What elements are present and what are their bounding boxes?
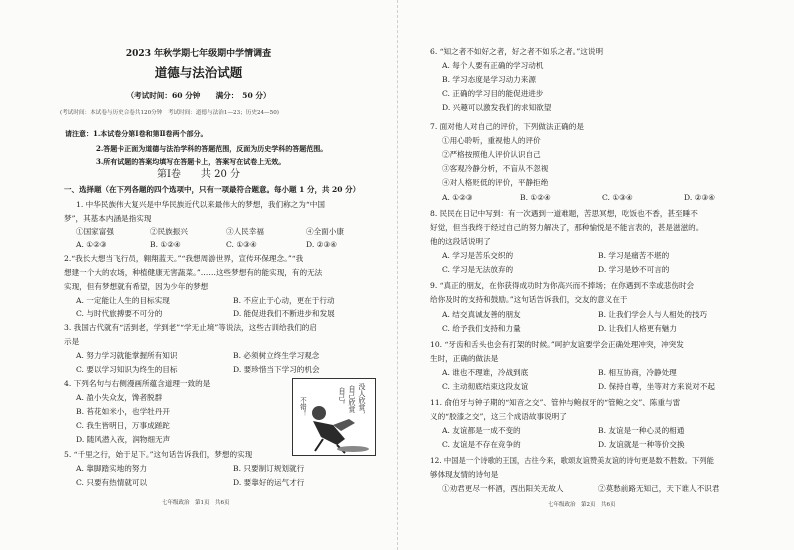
q12-stem-line-2: 够体现友情的诗句是	[430, 470, 499, 479]
q9-choice-d: D. 让我们人格更有魅力	[598, 324, 677, 333]
q1-item-2: ②民族振兴	[150, 227, 188, 236]
q12-item-1: ①劝君更尽一杯酒，西出阳关无故人	[442, 484, 564, 493]
q3-choice-c: C. 要以学习知识为终生的目标	[76, 365, 178, 374]
q2-choice-d: D. 能促进我们不断进步和发展	[233, 309, 335, 318]
q8-stem-line-1: 8. 民民在日记中写到：有一次遇到一道难题，苦思冥想，吃饭也不香，甚至睡不	[430, 209, 698, 218]
q10-choice-d: D. 保持自尊，坐等对方来说对不起	[598, 382, 715, 391]
q10-stem-line-2: 生时，正确的做法是	[430, 354, 499, 363]
q7-stem: 7. 面对他人对自己的评价，下列做法正确的是	[430, 122, 584, 131]
page-footer-left: 七年级政治 第1页 共6页	[162, 500, 230, 506]
q6-choice-a: A. 每个人要有正确的学习动机	[442, 61, 544, 70]
q1-choice-c: C. ①③④	[226, 240, 257, 249]
exam-hint-line: (考试时间：本试卷与历史合卷共120分钟 考试时间：道德与法治1—23；历史24—50)	[60, 110, 279, 116]
q4-choice-a: A. 盈小失众友，馋者脱群	[76, 393, 163, 402]
notice-title: 请注意：1.本试卷分第Ⅰ卷和第Ⅱ卷两个部分。	[65, 129, 208, 138]
q7-choice-c: C. ①③④	[602, 193, 633, 202]
q1-choice-a: A. ①②③	[76, 240, 107, 249]
q8-stem-line-2: 好觉，但当我终于经过自己的努力解决了，那种愉悦是不能言表的，甚是滋滋的。	[430, 223, 704, 232]
cartoon-illustration	[292, 378, 376, 456]
q4-choice-d: D. 随风潜入夜，润物细无声	[76, 435, 171, 444]
q4-choice-b: B. 苔花如米小，也学牡丹开	[76, 407, 170, 416]
q6-choice-c: C. 正确的学习目的能促进进步	[442, 89, 544, 98]
q9-choice-c: C. 给予我们支持和力量	[442, 324, 521, 333]
q2-stem-line-2: 想建一个大的农场，种植健康无害蔬菜。”……这些梦想有的能实现，有的无法	[64, 268, 323, 277]
q3-stem-line-1: 3. 我国古代就有“活到老，学到老”“学无止境”等说法，这些古训给我们的启	[64, 323, 317, 332]
exam-header-title: 2023 年秋学期七年级期中学情调查	[125, 49, 272, 59]
q2-stem-line-3: 实现，但有梦想就有希望，因为少年的梦想	[64, 282, 209, 291]
q3-choice-a: A. 努力学习就能掌握所有知识	[76, 351, 178, 360]
cartoon-figure	[293, 379, 375, 455]
q1-choice-b: B. ①②④	[150, 240, 181, 249]
cartoon-caption-2: 自己欣赏	[348, 385, 356, 413]
q5-choice-d: D. 要靠好的运气才行	[233, 478, 305, 487]
q7-choice-d: D. ②③④	[684, 193, 716, 202]
q1-stem-line-2: 梦”，其基本内涵是指实现	[64, 214, 152, 223]
q12-stem-line-1: 12. 中国是一个诗歌的王国，古往今来，歌颂友谊赞美友谊的诗句更是数不胜数。下列能	[430, 456, 714, 465]
q5-choice-a: A. 靠脚踏实地的努力	[76, 464, 148, 473]
q10-choice-a: A. 谁也不理谁，冷战到底	[442, 368, 529, 377]
q7-choice-a: A. ①②③	[442, 193, 473, 202]
q2-stem-line-1: 2.“我长大想当飞行员，翱翔蓝天。”“我想周游世界，宣传环保理念。”“我	[64, 254, 304, 263]
q10-choice-c: C. 主动彻底结束这段友谊	[442, 382, 529, 391]
q11-stem-line-1: 11. 俞伯牙与钟子期的“知音之交”、管仲与鲍叔牙的“管鲍之交”、陈重与雷	[430, 398, 681, 407]
q1-item-3: ③人民幸福	[226, 227, 264, 236]
subject-title: 道德与法治试题	[154, 65, 243, 80]
q4-choice-c: C. 我生皆明日，万事成蹉跎	[76, 421, 170, 430]
q11-choice-a: A. 友谊都是一成不变的	[442, 426, 521, 435]
q7-choice-b: B. ①②④	[520, 193, 551, 202]
q1-choice-d: D. ②③④	[306, 240, 338, 249]
exam-page-right	[397, 0, 794, 550]
q8-choice-b: B. 学习是痛苦不堪的	[598, 251, 670, 260]
part-one-title: 一、选择题（在下列各题的四个选项中，只有一项最符合题意。每小题 1 分，共 20 分）	[64, 185, 361, 194]
q7-item-4: ④对人格贬低的评价，平静拒绝	[442, 178, 549, 187]
q8-choice-c: C. 学习是无法放弃的	[442, 265, 514, 274]
page-footer-right: 七年级政治 第2页 共6页	[548, 502, 616, 508]
q5-choice-b: B. 只要制订规划就行	[233, 464, 305, 473]
section-head: 第Ⅰ卷 共 20 分	[156, 169, 241, 180]
q1-item-1: ①国家富强	[76, 227, 114, 236]
q5-choice-c: C. 只要有热情就可以	[76, 478, 148, 487]
q10-choice-b: B. 相互协商，冷静处理	[598, 368, 677, 377]
q12-item-2: ②莫愁前路无知己，天下谁人不识君	[598, 484, 720, 493]
cartoon-speech: 不错！	[298, 397, 307, 417]
q7-item-3: ③客观冷静分析，不盲从不忽视	[442, 164, 549, 173]
q3-choice-b: B. 必须树立终生学习观念	[233, 351, 320, 360]
q8-stem-line-3: 他的这段话说明了	[430, 237, 491, 246]
q5-stem: 5. “千里之行，始于足下。”这句话告诉我们，梦想的实现	[64, 450, 253, 459]
q1-stem-line-1: 1. 中华民族伟大复兴是中华民族近代以来最伟大的梦想，我们称之为“中国	[76, 200, 325, 209]
q9-stem-line-1: 9. “真正的朋友，在你获得成功时为你高兴而不捧场；在你遇到不幸或悲伤时会	[430, 281, 695, 290]
q6-stem: 6. “知之者不如好之者，好之者不如乐之者。”这说明	[430, 47, 604, 56]
q9-choice-a: A. 结交真诚友善的朋友	[442, 310, 521, 319]
q7-item-1: ①用心聆听，重视他人的评价	[442, 136, 541, 145]
notice-item-2: 2.答题卡正面为道德与法治学科的答题范围，反面为历史学科的答题范围。	[96, 144, 328, 153]
q11-choice-d: D. 友谊就是一种等价交换	[598, 440, 685, 449]
q1-item-4: ④全面小康	[306, 227, 344, 236]
q11-stem-line-2: 义的“胶漆之交”，这三个成语故事说明了	[430, 412, 567, 421]
exam-info: （考试时间：60 分钟 满分： 50 分）	[126, 91, 271, 100]
q9-stem-line-2: 给你及时的支持和鼓励。”这句话告诉我们，交友的意义在于	[430, 295, 628, 304]
cartoon-caption-3: 自己。	[338, 387, 346, 408]
q2-choice-c: C. 与时代旅搏要不可分的	[76, 309, 163, 318]
q11-choice-c: C. 友谊是不存在竞争的	[442, 440, 521, 449]
q3-choice-d: D. 要珍惜当下学习的机会	[233, 365, 320, 374]
notice-item-3: 3.所有试题的答案均填写在答题卡上，答案写在试卷上无效。	[96, 157, 286, 166]
q8-choice-d: D. 学习是妙不可言的	[598, 265, 670, 274]
q3-stem-line-2: 示是	[64, 337, 80, 346]
q9-choice-b: B. 让我们学会人与人相处的技巧	[598, 310, 708, 319]
q4-stem: 4. 下列名句与右侧漫画所蕴含道理一致的是	[64, 379, 211, 388]
q6-choice-b: B. 学习态度是学习动力来源	[442, 75, 536, 84]
q10-stem-line-1: 10. “牙齿和舌头也会有打架的时候。”呵护友谊要学会正确处理冲突，冲突发	[430, 340, 684, 349]
q2-choice-b: B. 不应止于心动，更在于行动	[233, 296, 335, 305]
q8-choice-a: A. 学习是苦乐交织的	[442, 251, 514, 260]
q7-item-2: ②严格按照他人评价认识自己	[442, 150, 541, 159]
q6-choice-d: D. 兴趣可以激发我们的求知欲望	[442, 103, 552, 112]
cartoon-caption-1: 没人欣赏，	[358, 383, 366, 418]
q2-choice-a: A. 一定能让人生的目标实现	[76, 296, 170, 305]
q11-choice-b: B. 友谊是一种心灵的相通	[598, 426, 685, 435]
